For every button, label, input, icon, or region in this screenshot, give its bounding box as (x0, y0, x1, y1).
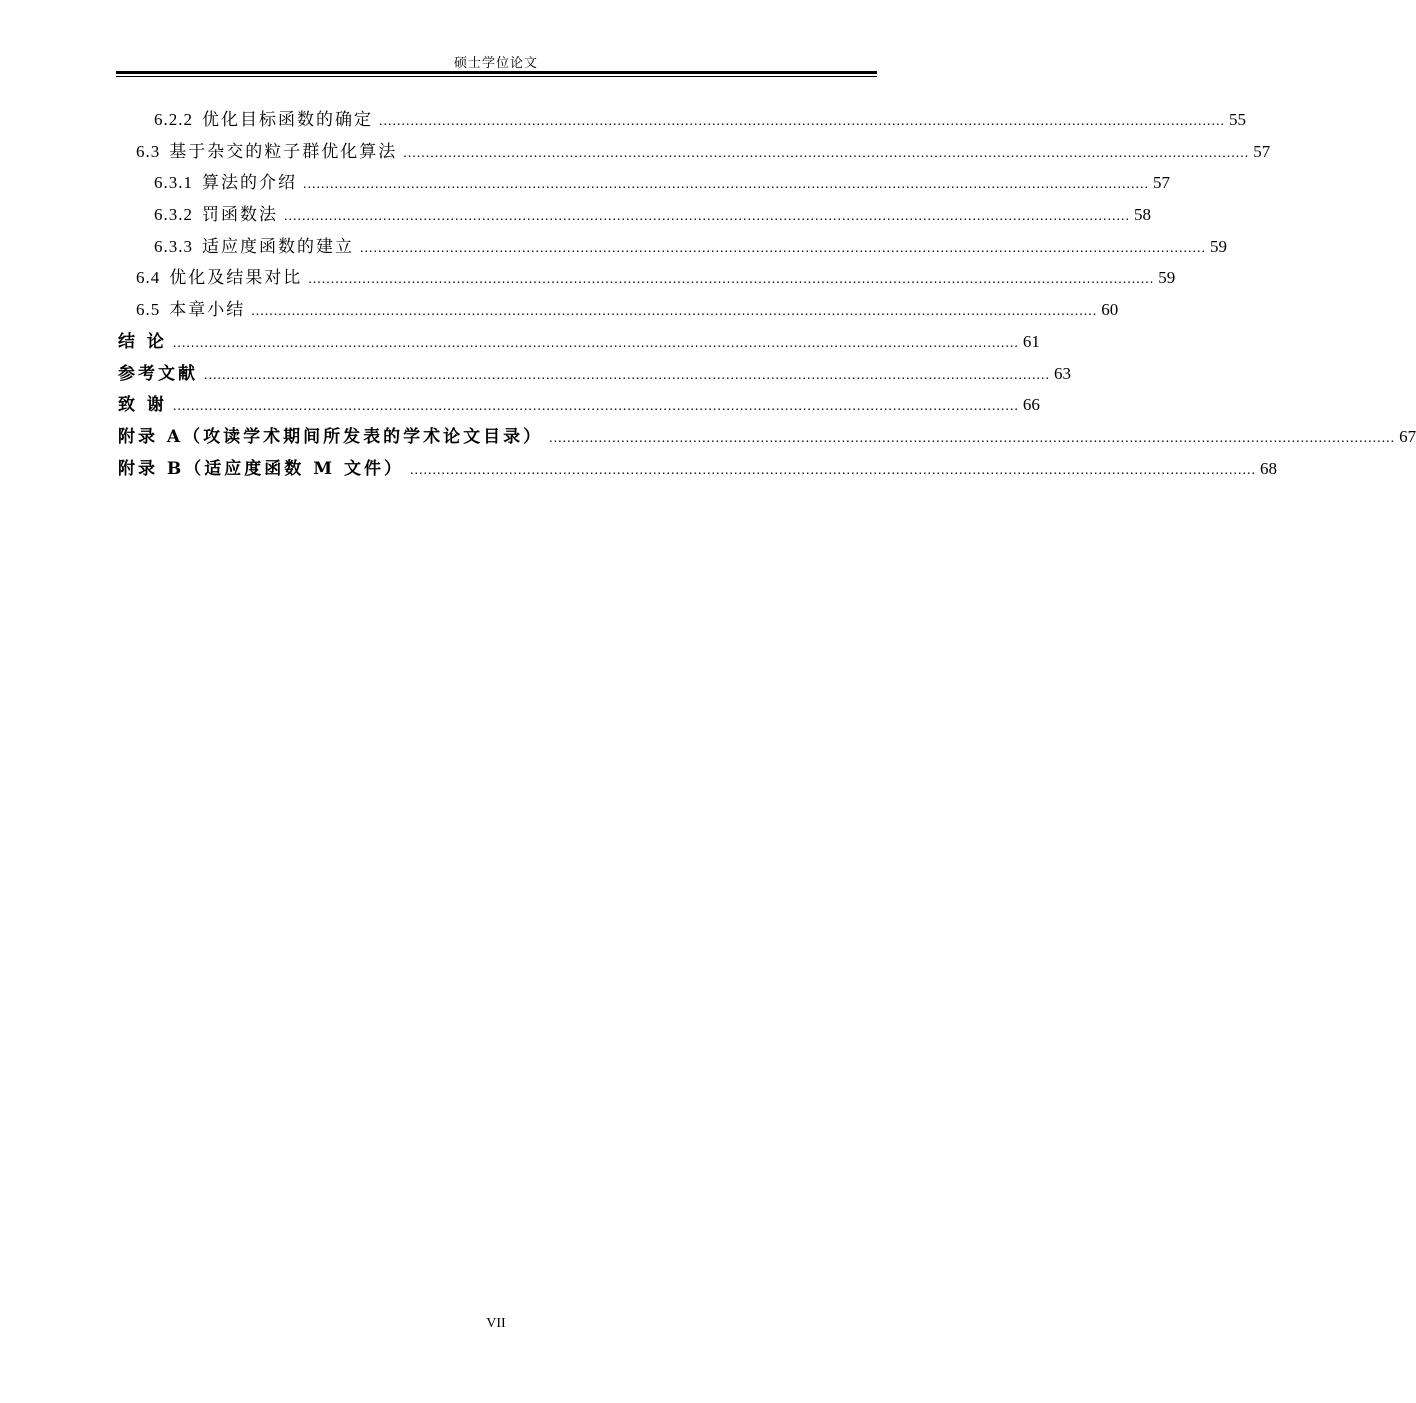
toc-entry-6-3-2[interactable] (118, 199, 1151, 231)
toc-entry-title: 结 论 (118, 331, 167, 352)
toc-dot-leader: ............................................................................................................................................................................................ (303, 177, 1149, 193)
toc-entry-6-2-2[interactable] (118, 104, 1246, 136)
toc-entry-page: 68 (1259, 458, 1277, 478)
toc-entry-page: 67 (1399, 426, 1416, 446)
table-of-contents (118, 104, 1416, 484)
toc-entry-page: 57 (1253, 141, 1271, 161)
toc-entry-page: 58 (1134, 205, 1151, 225)
toc-entry-number: 6.3.2 (154, 205, 193, 225)
toc-entry-references[interactable] (118, 358, 1071, 390)
header-rule-thick (116, 71, 877, 74)
toc-entry-number: 6.3 (136, 141, 161, 161)
toc-entry-acknowledgements[interactable] (118, 389, 1040, 421)
header-rule-thin (116, 76, 877, 77)
toc-entry-6-3[interactable] (118, 136, 1271, 168)
toc-entry-title: 适应度函数的建立 (202, 236, 354, 257)
toc-dot-leader: ............................................................................................................................................................................................ (409, 462, 1256, 478)
page-header-title: 硕士学位论文 (453, 56, 538, 71)
toc-dot-leader: ............................................................................................................................................................................................ (251, 304, 1098, 320)
toc-entry-page: 60 (1101, 300, 1119, 320)
toc-entry-page: 57 (1153, 173, 1170, 193)
page-number: VII (486, 1316, 506, 1331)
toc-entry-appendix-b[interactable] (118, 453, 1277, 485)
toc-entry-page: 55 (1229, 110, 1246, 129)
toc-entry-title: 优化目标函数的确定 (202, 110, 373, 130)
toc-entry-number: 6.3.1 (154, 173, 193, 193)
toc-dot-leader: ............................................................................................................................................................................................ (308, 272, 1155, 288)
toc-entry-number: 6.2.2 (154, 110, 193, 129)
toc-entry-page: 61 (1022, 331, 1040, 351)
toc-dot-leader: ............................................................................................................................................................................................ (284, 209, 1130, 225)
toc-entry-6-3-3[interactable] (118, 231, 1227, 263)
toc-entry-appendix-a[interactable] (118, 421, 1416, 453)
toc-dot-leader: ............................................................................................................................................................................................ (549, 430, 1396, 446)
toc-entry-number: 6.5 (136, 300, 161, 320)
toc-entry-conclusion[interactable] (118, 326, 1040, 358)
toc-dot-leader: ............................................................................................................................................................................................ (360, 240, 1206, 256)
toc-entry-title: 罚函数法 (202, 205, 278, 226)
toc-entry-title: 附录 B（适应度函数 M 文件） (118, 458, 404, 479)
toc-entry-page: 59 (1210, 236, 1227, 256)
toc-entry-title: 算法的介绍 (202, 173, 297, 194)
toc-entry-title: 附录 A（攻读学术期间所发表的学术论文目录） (118, 426, 544, 447)
toc-dot-leader: ............................................................................................................................................................................................ (204, 367, 1050, 383)
toc-entry-page: 63 (1054, 363, 1071, 383)
toc-dot-leader: ............................................................................................................................................................................................ (172, 335, 1019, 351)
toc-entry-number: 6.4 (136, 268, 161, 288)
toc-entry-6-5[interactable] (118, 294, 1119, 326)
toc-entry-title: 基于杂交的粒子群优化算法 (169, 141, 398, 162)
toc-entry-number: 6.3.3 (154, 236, 193, 256)
toc-entry-6-4[interactable] (118, 262, 1176, 294)
toc-dot-leader: ............................................................................................................................................................................................ (403, 145, 1250, 161)
toc-entry-page: 66 (1022, 395, 1040, 415)
toc-entry-title: 本章小结 (169, 300, 246, 321)
toc-entry-title: 参考文献 (118, 363, 198, 384)
toc-entry-page: 59 (1158, 268, 1176, 288)
toc-dot-leader: ............................................................................................................................................................................................ (172, 399, 1019, 415)
toc-entry-title: 优化及结果对比 (169, 268, 303, 289)
toc-entry-6-3-1[interactable] (118, 167, 1170, 199)
toc-dot-leader: ............................................................................................................................................................................................ (379, 114, 1225, 129)
toc-entry-title: 致 谢 (118, 395, 167, 416)
